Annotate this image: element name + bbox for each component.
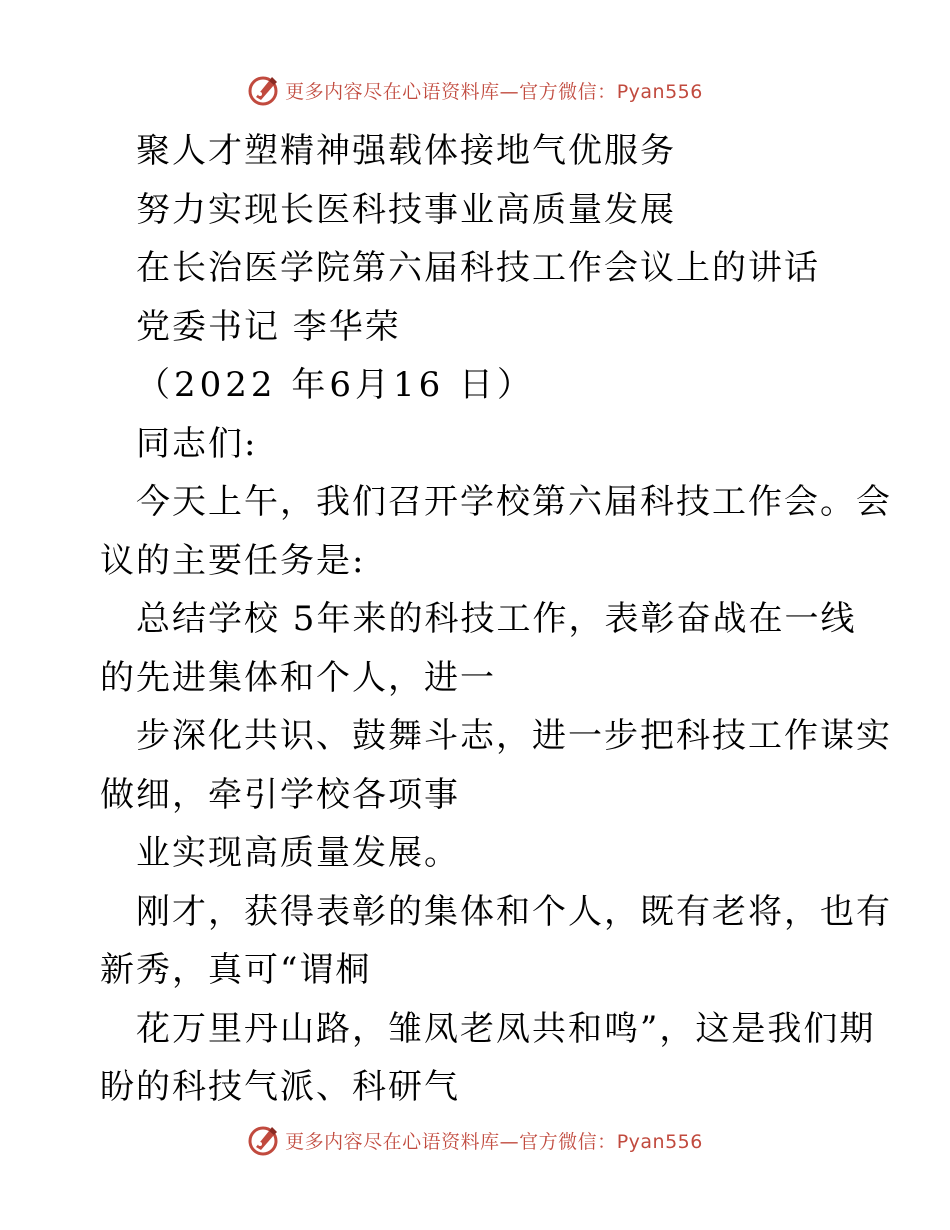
paragraph-line: 业实现高质量发展。: [136, 833, 460, 873]
doc-author: 党委书记 李华荣: [136, 306, 401, 347]
doc-subtitle: 在长治医学院第六届科技工作会议上的讲话: [136, 248, 820, 288]
watermark-separator: —: [499, 1130, 520, 1153]
paragraph-line: 新秀，真可“谓桐: [100, 950, 372, 990]
paragraph-line: 总结学校 5年来的科技工作，表彰奋战在一线: [136, 599, 857, 639]
paragraph-line: 盼的科技气派、科研气: [100, 1067, 460, 1107]
paragraph-line: 花万里丹山路，雏凤老凤共和鸣”，这是我们期: [136, 1008, 876, 1049]
watermark-wechat-id: Pyan556: [616, 80, 703, 103]
paragraph-line: 议的主要任务是:: [100, 540, 366, 581]
watermark-wechat-label: 官方微信：: [519, 80, 617, 103]
pen-logo-icon: [247, 73, 281, 107]
doc-title-line-2: 努力实现长医科技事业高质量发展: [136, 189, 676, 230]
doc-date: （2022 年6月16 日）: [136, 365, 536, 405]
pen-logo-icon: [247, 1123, 281, 1157]
paragraph-line: 做细，牵引学校各项事: [100, 774, 460, 815]
document-body: [100, 122, 892, 1117]
doc-salutation: 同志们:: [136, 423, 258, 464]
doc-title-line-1: 聚人才塑精神强载体接地气优服务: [136, 131, 676, 171]
paragraph-line: 步深化共识、鼓舞斗志，进一步把科技工作谋实: [136, 716, 892, 756]
watermark-text: 更多内容尽在心语资料库: [285, 80, 500, 103]
watermark-banner-bottom: [0, 1120, 950, 1160]
watermark-banner-top: [0, 70, 950, 110]
watermark-wechat-label: 官方微信：: [519, 1130, 617, 1153]
watermark-separator: —: [499, 80, 520, 103]
watermark-wechat-id: Pyan556: [616, 1130, 703, 1153]
watermark-text: 更多内容尽在心语资料库: [285, 1130, 500, 1153]
paragraph-line: 的先进集体和个人，进一: [100, 657, 496, 698]
paragraph-line: 今天上午，我们召开学校第六届科技工作会。会: [136, 482, 892, 522]
paragraph-line: 刚才，获得表彰的集体和个人，既有老将，也有: [136, 891, 892, 932]
